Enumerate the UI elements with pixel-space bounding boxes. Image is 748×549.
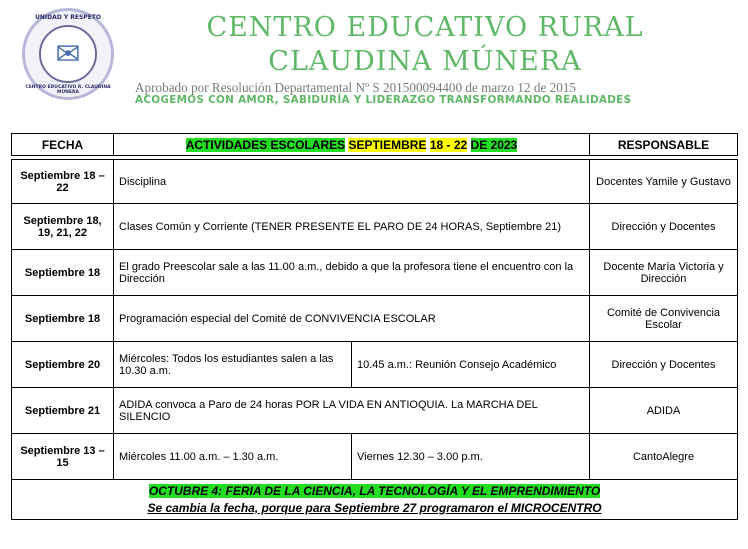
logo-text-top: UNIDAD Y RESPETO <box>35 14 101 21</box>
table-row <box>12 434 738 480</box>
footer-feria-notice <box>17 484 732 498</box>
header-activities-part4: DE 2023 <box>470 137 518 152</box>
row-responsible: Docente María Victoria y Dirección <box>590 250 738 296</box>
row-date: Septiembre 18, 19, 21, 22 <box>12 204 114 250</box>
row-activity: Programación especial del Comité de CONVIVENCIA ESCOLAR <box>114 296 590 342</box>
title-line2: CLAUDINA MÚNERA <box>268 46 582 77</box>
row-date: Septiembre 21 <box>12 388 114 434</box>
row-activity-a: Miércoles 11.00 a.m. – 1.30 a.m. <box>114 434 352 480</box>
row-activity-b: 10.45 a.m.: Reunión Consejo Académico <box>352 342 590 388</box>
row-activity: ADIDA convoca a Paro de 24 horas POR LA VIDA EN ANTIOQUIA. La MARCHA DEL SILENCIO <box>114 388 590 434</box>
motto-text: ACOGEMOS CON AMOR, SABIDURÍA Y LIDERAZGO TRANSFORMANDO REALIDADES <box>135 94 632 106</box>
row-date: Septiembre 20 <box>12 342 114 388</box>
header-fecha: FECHA <box>12 134 114 156</box>
header-activities-part1: ACTIVIDADES ESCOLARES <box>185 137 346 152</box>
row-date: Septiembre 18 <box>12 250 114 296</box>
table-header-row <box>12 134 738 156</box>
row-responsible: ADIDA <box>590 388 738 434</box>
row-activity: Disciplina <box>114 160 590 204</box>
row-activity-b: Viernes 12.30 – 3.00 p.m. <box>352 434 590 480</box>
table-row <box>12 160 738 204</box>
row-responsible: Comité de Convivencia Escolar <box>590 296 738 342</box>
footer-cell <box>12 480 738 520</box>
row-responsible: Dirección y Docentes <box>590 204 738 250</box>
table-row <box>12 204 738 250</box>
table-row <box>12 250 738 296</box>
row-responsible: CantoAlegre <box>590 434 738 480</box>
title-line1: CENTRO EDUCATIVO RURAL <box>206 12 644 43</box>
header-activities <box>114 134 590 156</box>
footer-feria-text: OCTUBRE 4: FERIA DE LA CIENCIA, LA TECNOLOGÍA Y EL EMPRENDIMIENTO <box>148 484 601 498</box>
header-responsable: RESPONSABLE <box>590 134 738 156</box>
header-activities-part3: 18 - 22 <box>429 137 468 152</box>
row-date: Septiembre 18 <box>12 296 114 342</box>
table-row <box>12 296 738 342</box>
row-activity: El grado Preescolar sale a las 11.00 a.m., debido a que la profesora tiene el encuentro con la Dirección <box>114 250 590 296</box>
book-icon: ✉ <box>39 25 97 83</box>
row-responsible: Dirección y Docentes <box>590 342 738 388</box>
footer-date-change-notice: Se cambia la fecha, porque para Septiembre 27 programaron el MICROCENTRO <box>147 501 602 515</box>
table-row <box>12 388 738 434</box>
activities-table <box>11 133 738 520</box>
row-responsible: Docentes Yamile y Gustavo <box>590 160 738 204</box>
table-row <box>12 342 738 388</box>
school-logo <box>22 8 114 100</box>
logo-text-bottom: CENTRO EDUCATIVO R. CLAUDINA MÚNERA <box>25 85 111 95</box>
row-date: Septiembre 18 – 22 <box>12 160 114 204</box>
footer-row <box>12 480 738 520</box>
row-activity-a: Miércoles: Todos los estudiantes salen a las 10.30 a.m. <box>114 342 352 388</box>
header-activities-part2: SEPTIEMBRE <box>348 137 427 152</box>
row-date: Septiembre 13 – 15 <box>12 434 114 480</box>
row-activity: Clases Común y Corriente (TENER PRESENTE EL PARO DE 24 HORAS, Septiembre 21) <box>114 204 590 250</box>
approval-text: Aprobado por Resolución Departamental Nº S 201500094400 de marzo 12 de 2015 <box>135 80 577 95</box>
